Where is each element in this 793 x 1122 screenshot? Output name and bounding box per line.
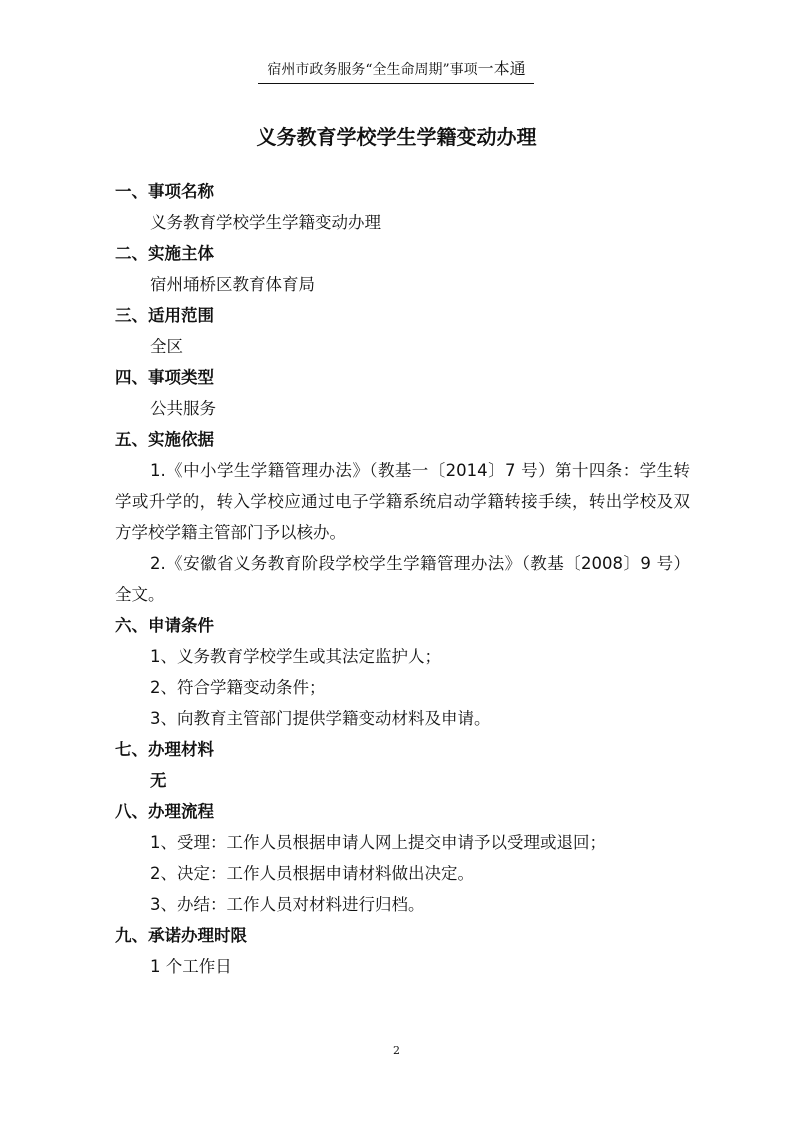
- page-number: 2: [393, 1044, 400, 1057]
- section-paragraph: 1.《中小学生学籍管理办法》（教基一〔2014〕7 号）第十四条：学生转学或升学的，转入学校应通过电子学籍系统启动学籍转接手续，转出学校及双方学校学籍主管部门予以核办。: [115, 461, 690, 542]
- section-process: [115, 796, 690, 920]
- section-line: 2、符合学籍变动条件；: [150, 678, 326, 697]
- section-heading: 七、办理材料: [115, 740, 214, 759]
- section-line: 全区: [150, 337, 183, 356]
- section-line: 3、办结：工作人员对材料进行归档。: [150, 895, 425, 914]
- section-scope: [115, 300, 690, 362]
- section-heading: 五、实施依据: [115, 430, 214, 449]
- section-heading: 三、适用范围: [115, 306, 214, 325]
- document-title: 义务教育学校学生学籍变动办理: [256, 125, 537, 149]
- header-text: 宿州市政务服务“全生命周期”事项: [267, 62, 478, 78]
- section-legal-basis: [115, 424, 690, 610]
- section-line: 3、向教育主管部门提供学籍变动材料及申请。: [150, 709, 491, 728]
- section-paragraph: 2.《安徽省义务教育阶段学校学生学籍管理办法》（教基〔2008〕9 号）全文。: [115, 554, 690, 604]
- section-item-name: [115, 176, 690, 238]
- section-line: 1、义务教育学校学生或其法定监护人；: [150, 647, 441, 666]
- running-header: [0, 60, 793, 81]
- section-line: 1 个工作日: [150, 957, 232, 976]
- section-materials: [115, 734, 690, 796]
- section-line: 义务教育学校学生学籍变动办理: [150, 213, 381, 232]
- section-line: 无: [150, 771, 167, 790]
- section-line: 1、受理：工作人员根据申请人网上提交申请予以受理或退回；: [150, 833, 606, 852]
- section-heading: 九、承诺办理时限: [115, 926, 247, 945]
- section-time-limit: [115, 920, 690, 982]
- section-heading: 六、申请条件: [115, 616, 214, 635]
- section-heading: 二、实施主体: [115, 244, 214, 263]
- section-implementing-body: [115, 238, 690, 300]
- section-conditions: [115, 610, 690, 734]
- section-heading: 八、办理流程: [115, 802, 214, 821]
- header-underline: [258, 83, 534, 84]
- section-heading: 一、事项名称: [115, 182, 214, 201]
- section-line: 公共服务: [150, 399, 216, 418]
- section-line: 宿州埇桥区教育体育局: [150, 275, 315, 294]
- section-line: 2、决定：工作人员根据申请材料做出决定。: [150, 864, 474, 883]
- document-body: [115, 176, 690, 982]
- section-heading: 四、事项类型: [115, 368, 214, 387]
- section-item-type: [115, 362, 690, 424]
- header-suffix: 一本通: [477, 59, 526, 78]
